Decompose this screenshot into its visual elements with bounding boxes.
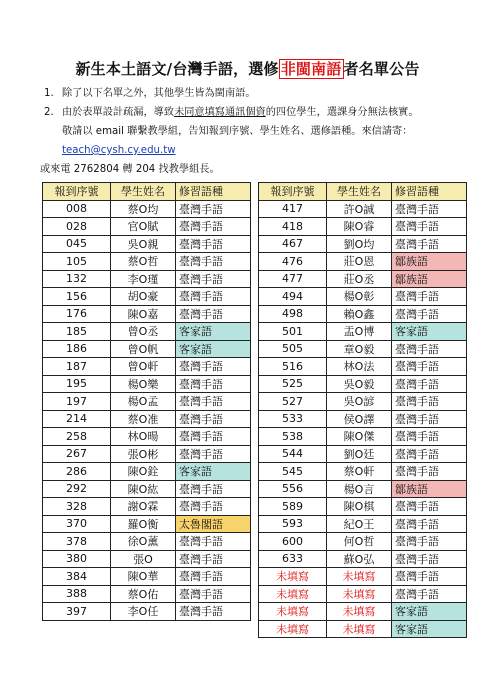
language-cell: 太魯閣語 [176, 515, 251, 533]
column-gap [251, 200, 259, 218]
table-row [43, 550, 467, 568]
checkin-number-cell: 633 [259, 550, 327, 568]
student-name-cell: 謝O霖 [111, 498, 176, 516]
student-name-cell: 李O任 [111, 603, 176, 621]
checkin-number-cell: 105 [43, 253, 111, 271]
notice-item-2 [40, 103, 480, 122]
notice-number: 2. [44, 107, 54, 118]
checkin-number-cell: 476 [259, 253, 327, 271]
language-cell: 鄒族語 [392, 253, 467, 271]
student-name-cell: 陳O睿 [327, 218, 392, 236]
student-name-cell: 楊O言 [327, 480, 392, 498]
language-cell: 臺灣手語 [176, 568, 251, 586]
table-row [43, 200, 467, 218]
table-row [43, 515, 467, 533]
checkin-number-cell: 197 [43, 393, 111, 411]
empty-cell [176, 620, 251, 638]
header-language: 修習語種 [392, 183, 467, 201]
language-cell: 臺灣手語 [176, 410, 251, 428]
language-cell: 臺灣手語 [176, 270, 251, 288]
notice-phone-line [40, 160, 480, 179]
student-name-cell: 陳O華 [111, 568, 176, 586]
language-cell: 臺灣手語 [392, 463, 467, 481]
student-name-cell: 徐O薰 [111, 533, 176, 551]
language-cell: 臺灣手語 [392, 445, 467, 463]
language-cell: 臺灣手語 [176, 603, 251, 621]
table-row [43, 340, 467, 358]
student-name-cell: 未填寫 [327, 568, 392, 586]
language-cell: 臺灣手語 [176, 585, 251, 603]
student-name-cell: 蔡O軒 [327, 463, 392, 481]
email-link[interactable]: teach@cysh.cy.edu.tw [62, 145, 176, 156]
notice-list [40, 84, 480, 179]
column-gap [251, 428, 259, 446]
table-row [43, 253, 467, 271]
checkin-number-cell: 467 [259, 235, 327, 253]
language-cell: 臺灣手語 [392, 410, 467, 428]
language-cell: 客家語 [176, 463, 251, 481]
checkin-number-cell: 292 [43, 480, 111, 498]
checkin-number-cell: 045 [43, 235, 111, 253]
language-cell: 鄒族語 [392, 480, 467, 498]
student-name-cell: 官O賦 [111, 218, 176, 236]
checkin-number-cell: 525 [259, 375, 327, 393]
column-gap [251, 253, 259, 271]
column-gap [251, 463, 259, 481]
checkin-number-cell: 未填寫 [259, 568, 327, 586]
student-name-cell: 吳O親 [111, 235, 176, 253]
language-cell: 臺灣手語 [176, 393, 251, 411]
column-gap [251, 358, 259, 376]
checkin-number-cell: 593 [259, 515, 327, 533]
table-row [43, 568, 467, 586]
student-name-cell: 許O誠 [327, 200, 392, 218]
language-cell: 臺灣手語 [176, 533, 251, 551]
checkin-number-cell: 187 [43, 358, 111, 376]
column-gap [251, 550, 259, 568]
notice-contact-line [40, 122, 480, 141]
checkin-number-cell: 378 [43, 533, 111, 551]
language-cell: 臺灣手語 [392, 358, 467, 376]
checkin-number-cell: 214 [43, 410, 111, 428]
language-cell: 臺灣手語 [392, 568, 467, 586]
roster-body [43, 200, 467, 638]
table-row [43, 288, 467, 306]
student-name-cell: 陳O紘 [111, 480, 176, 498]
column-gap [251, 603, 259, 621]
table-row [43, 533, 467, 551]
student-name-cell: 張O [111, 550, 176, 568]
student-name-cell: 楊O孟 [111, 393, 176, 411]
checkin-number-cell: 186 [43, 340, 111, 358]
checkin-number-cell: 533 [259, 410, 327, 428]
notice-text: 由於表單設計疏漏，導致 [62, 107, 175, 118]
checkin-number-cell: 176 [43, 305, 111, 323]
language-cell: 客家語 [392, 620, 467, 638]
checkin-number-cell: 384 [43, 568, 111, 586]
student-name-cell: 吳O毅 [327, 375, 392, 393]
column-gap [251, 393, 259, 411]
student-name-cell: 陳O傑 [327, 428, 392, 446]
table-row [43, 393, 467, 411]
table-row [43, 463, 467, 481]
student-name-cell: 未填寫 [327, 620, 392, 638]
column-gap [251, 288, 259, 306]
header-student-name: 學生姓名 [327, 183, 392, 201]
checkin-number-cell: 505 [259, 340, 327, 358]
checkin-number-cell: 600 [259, 533, 327, 551]
student-name-cell: 莊O丞 [327, 270, 392, 288]
student-name-cell: 張O彬 [111, 445, 176, 463]
student-name-cell: 蘇O弘 [327, 550, 392, 568]
column-gap [251, 515, 259, 533]
notice-email-line [40, 141, 480, 160]
checkin-number-cell: 156 [43, 288, 111, 306]
empty-cell [43, 620, 111, 638]
table-row [43, 235, 467, 253]
page-title [0, 58, 495, 79]
language-cell: 臺灣手語 [176, 445, 251, 463]
language-cell: 臺灣手語 [392, 375, 467, 393]
column-gap [251, 270, 259, 288]
header-student-name: 學生姓名 [111, 183, 176, 201]
checkin-number-cell: 477 [259, 270, 327, 288]
phone-instructions: 或來電 2762804 轉 204 找教學組長。 [40, 164, 220, 175]
student-name-cell: 羅O衡 [111, 515, 176, 533]
column-gap [251, 183, 259, 201]
table-row [43, 410, 467, 428]
language-cell: 客家語 [176, 323, 251, 341]
column-gap [251, 585, 259, 603]
column-gap [251, 445, 259, 463]
checkin-number-cell: 380 [43, 550, 111, 568]
student-name-cell: 楊O彰 [327, 288, 392, 306]
roster-table [42, 182, 467, 638]
checkin-number-cell: 494 [259, 288, 327, 306]
student-name-cell: 蔡O均 [111, 200, 176, 218]
table-row [43, 585, 467, 603]
student-name-cell: 吳O諺 [327, 393, 392, 411]
checkin-number-cell: 417 [259, 200, 327, 218]
student-name-cell: 蔡O哲 [111, 253, 176, 271]
column-gap [251, 480, 259, 498]
column-gap [251, 235, 259, 253]
language-cell: 臺灣手語 [392, 305, 467, 323]
empty-cell [111, 620, 176, 638]
language-cell: 臺灣手語 [392, 200, 467, 218]
table-row [43, 323, 467, 341]
title-prefix: 新生本土語文/台灣手語，選修 [75, 60, 279, 78]
notice-number: 1. [44, 88, 54, 99]
checkin-number-cell: 544 [259, 445, 327, 463]
student-name-cell: 蔡O准 [111, 410, 176, 428]
language-cell: 臺灣手語 [176, 305, 251, 323]
column-gap [251, 568, 259, 586]
checkin-number-cell: 388 [43, 585, 111, 603]
student-name-cell: 莊O恩 [327, 253, 392, 271]
checkin-number-cell: 未填寫 [259, 585, 327, 603]
checkin-number-cell: 185 [43, 323, 111, 341]
student-name-cell: 李O瑾 [111, 270, 176, 288]
language-cell: 臺灣手語 [392, 288, 467, 306]
notice-text: 除了以下名單之外，其他學生皆為閩南語。 [62, 88, 256, 99]
language-cell: 臺灣手語 [176, 375, 251, 393]
language-cell: 臺灣手語 [392, 340, 467, 358]
language-cell: 臺灣手語 [392, 550, 467, 568]
student-name-cell: 陳O嘉 [111, 305, 176, 323]
checkin-number-cell: 589 [259, 498, 327, 516]
checkin-number-cell: 028 [43, 218, 111, 236]
column-gap [251, 533, 259, 551]
checkin-number-cell: 未填寫 [259, 620, 327, 638]
contact-instructions: 敬請以 email 聯繫教學組，告知報到序號、學生姓名、選修語種。來信請寄： [62, 126, 413, 137]
checkin-number-cell: 195 [43, 375, 111, 393]
checkin-number-cell: 545 [259, 463, 327, 481]
student-name-cell: 曾O帆 [111, 340, 176, 358]
language-cell: 客家語 [392, 603, 467, 621]
table-row [43, 375, 467, 393]
language-cell: 臺灣手語 [176, 288, 251, 306]
column-gap [251, 410, 259, 428]
checkin-number-cell: 132 [43, 270, 111, 288]
table-row [43, 498, 467, 516]
checkin-number-cell: 258 [43, 428, 111, 446]
language-cell: 臺灣手語 [176, 218, 251, 236]
student-name-cell: 侯O譯 [327, 410, 392, 428]
checkin-number-cell: 538 [259, 428, 327, 446]
header-checkin-number: 報到序號 [43, 183, 111, 201]
notice-text: 的四位學生，選課身分無法核實。 [265, 107, 419, 118]
table-row [43, 428, 467, 446]
student-name-cell: 盂O博 [327, 323, 392, 341]
notice-underlined-text: 未同意填寫通訊個資 [174, 107, 266, 118]
checkin-number-cell: 008 [43, 200, 111, 218]
student-name-cell: 蔡O佑 [111, 585, 176, 603]
language-cell: 臺灣手語 [176, 200, 251, 218]
language-cell: 臺灣手語 [392, 585, 467, 603]
table-row [43, 218, 467, 236]
student-name-cell: 陳O銓 [111, 463, 176, 481]
checkin-number-cell: 397 [43, 603, 111, 621]
student-name-cell: 未填寫 [327, 585, 392, 603]
language-cell: 臺灣手語 [392, 428, 467, 446]
student-name-cell: 曾O丞 [111, 323, 176, 341]
table-row [43, 480, 467, 498]
student-name-cell: 林O法 [327, 358, 392, 376]
checkin-number-cell: 286 [43, 463, 111, 481]
student-name-cell: 劉O廷 [327, 445, 392, 463]
student-name-cell: 紀O王 [327, 515, 392, 533]
checkin-number-cell: 267 [43, 445, 111, 463]
language-cell: 客家語 [176, 340, 251, 358]
language-cell: 客家語 [392, 323, 467, 341]
checkin-number-cell: 516 [259, 358, 327, 376]
table-row [43, 305, 467, 323]
language-cell: 臺灣手語 [176, 550, 251, 568]
column-gap [251, 498, 259, 516]
language-cell: 臺灣手語 [392, 218, 467, 236]
language-cell: 臺灣手語 [176, 358, 251, 376]
language-cell: 鄒族語 [392, 270, 467, 288]
table-row [43, 358, 467, 376]
student-name-cell: 林O暘 [111, 428, 176, 446]
student-name-cell: 陳O棋 [327, 498, 392, 516]
header-language: 修習語種 [176, 183, 251, 201]
language-cell: 臺灣手語 [176, 253, 251, 271]
table-row [43, 445, 467, 463]
language-cell: 臺灣手語 [176, 428, 251, 446]
column-gap [251, 375, 259, 393]
notice-item-1 [40, 84, 480, 103]
column-gap [251, 305, 259, 323]
checkin-number-cell: 328 [43, 498, 111, 516]
table-row [43, 603, 467, 621]
language-cell: 臺灣手語 [392, 515, 467, 533]
header-checkin-number: 報到序號 [259, 183, 327, 201]
student-name-cell: 曾O軒 [111, 358, 176, 376]
checkin-number-cell: 527 [259, 393, 327, 411]
language-cell: 臺灣手語 [392, 533, 467, 551]
column-gap [251, 323, 259, 341]
student-name-cell: 楊O樂 [111, 375, 176, 393]
checkin-number-cell: 556 [259, 480, 327, 498]
column-gap [251, 620, 259, 638]
title-highlight: 非閩南語 [280, 60, 342, 78]
student-name-cell: 胡O豪 [111, 288, 176, 306]
checkin-number-cell: 未填寫 [259, 603, 327, 621]
table-header-row [43, 183, 467, 201]
student-name-cell: 劉O均 [327, 235, 392, 253]
language-cell: 臺灣手語 [176, 498, 251, 516]
language-cell: 臺灣手語 [176, 235, 251, 253]
language-cell: 臺灣手語 [392, 393, 467, 411]
student-name-cell: 未填寫 [327, 603, 392, 621]
table-row [43, 270, 467, 288]
student-name-cell: 賴O鑫 [327, 305, 392, 323]
checkin-number-cell: 501 [259, 323, 327, 341]
title-suffix: 者名單公告 [343, 60, 420, 78]
language-cell: 臺灣手語 [392, 235, 467, 253]
checkin-number-cell: 498 [259, 305, 327, 323]
column-gap [251, 218, 259, 236]
language-cell: 臺灣手語 [392, 498, 467, 516]
table-row [43, 620, 467, 638]
student-name-cell: 章O毅 [327, 340, 392, 358]
column-gap [251, 340, 259, 358]
language-cell: 臺灣手語 [176, 480, 251, 498]
student-name-cell: 何O哲 [327, 533, 392, 551]
checkin-number-cell: 418 [259, 218, 327, 236]
checkin-number-cell: 370 [43, 515, 111, 533]
